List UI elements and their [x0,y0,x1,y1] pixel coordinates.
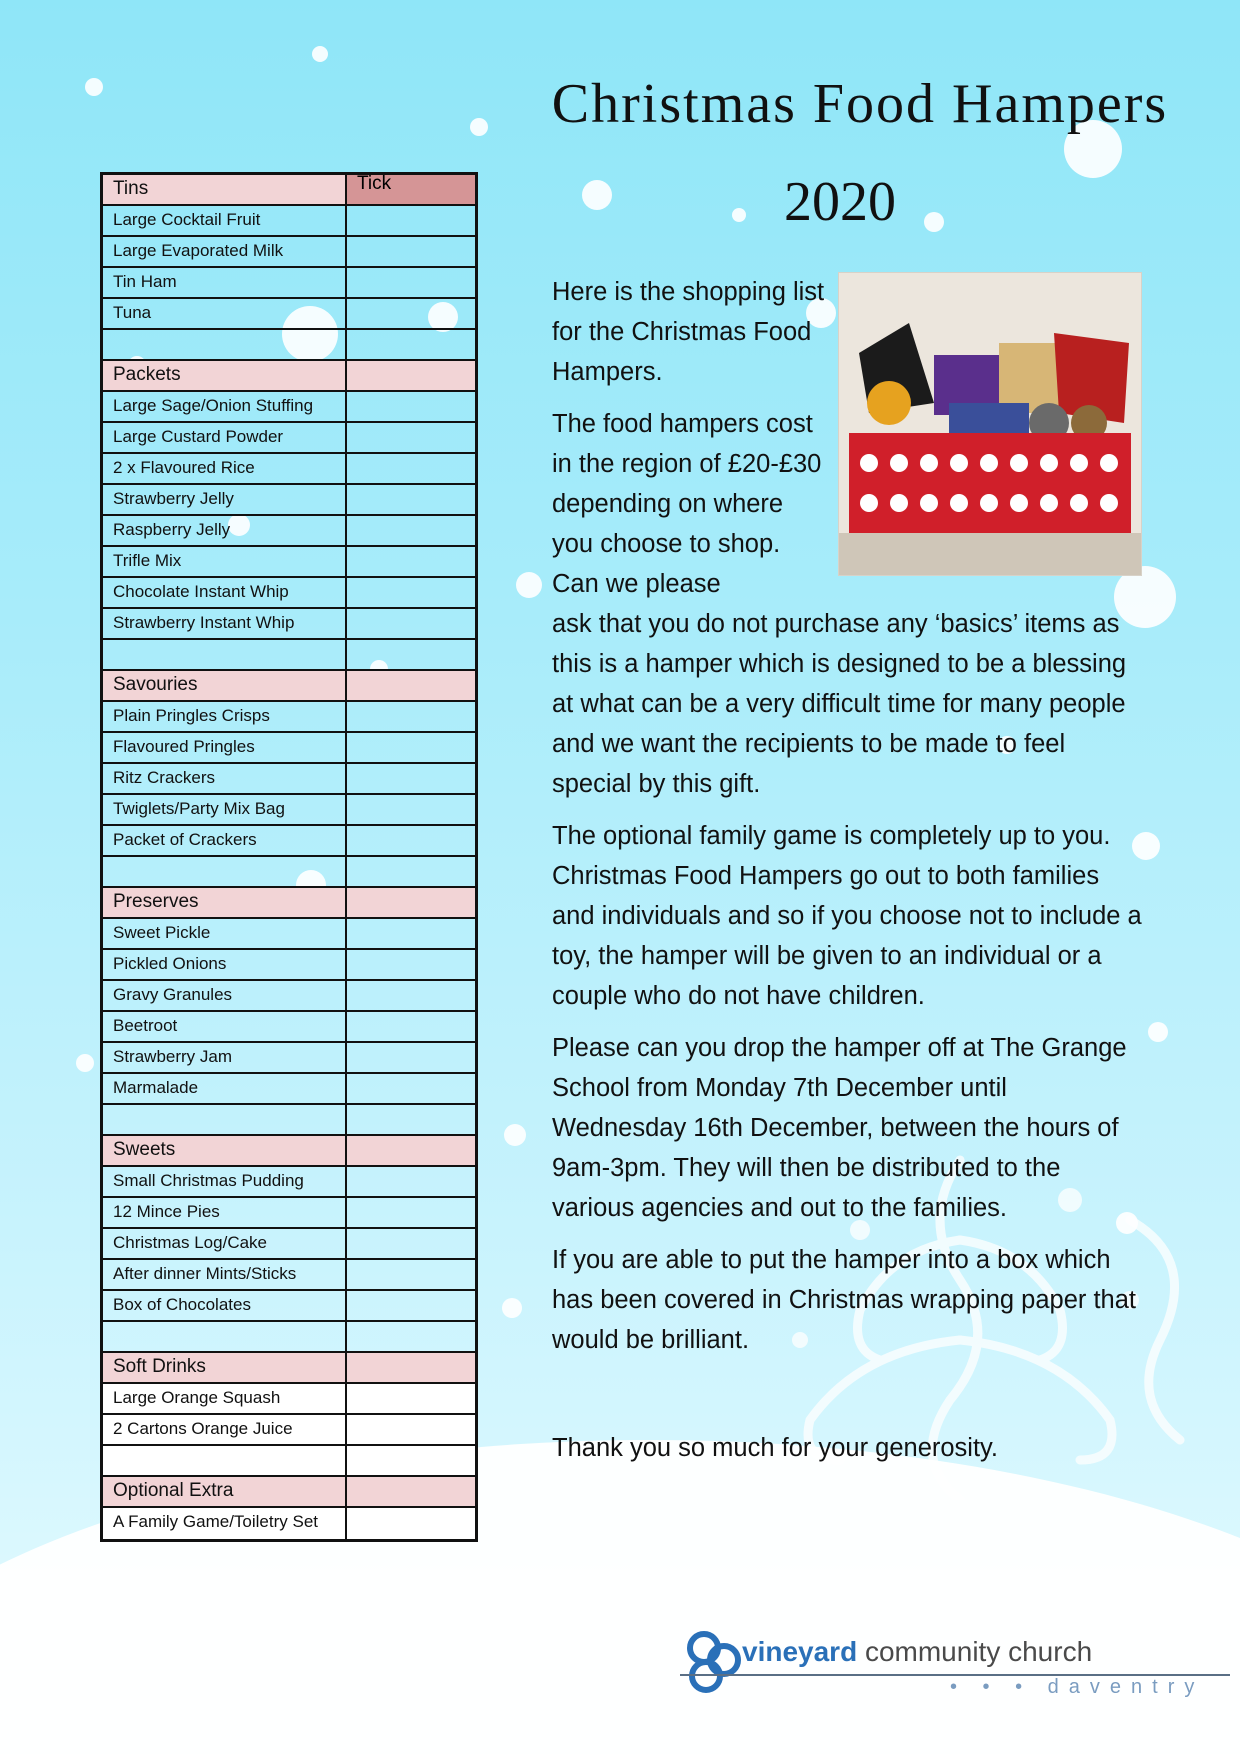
paragraph-basics: ask that you do not purchase any ‘basics’ items as this is a hamper which is designed to be a blessing at what can be a very difficult time for many people and we want the recipients to be made to feel special by this gift. [552,610,1127,798]
checklist-row [103,857,475,888]
item-name: Chocolate Instant Whip [103,578,347,607]
tick-box[interactable] [347,1291,475,1320]
tick-box[interactable] [347,1012,475,1041]
tick-box[interactable] [347,1105,475,1134]
tick-box[interactable] [347,1508,475,1539]
section-header-row [103,1353,475,1384]
section-header-row [103,1136,475,1167]
tick-box[interactable] [347,981,475,1010]
tick-box[interactable] [347,857,475,886]
snowflake [470,118,488,136]
logo-wordmark [742,1636,1092,1668]
item-name: Large Custard Powder [103,423,347,452]
checklist-row [103,1291,475,1322]
item-name: Gravy Granules [103,981,347,1010]
checklist-row [103,392,475,423]
tick-column-header: Tick [347,175,475,204]
item-name: Plain Pringles Crisps [103,702,347,731]
shopping-checklist-table [100,172,478,1542]
section-header-row [103,888,475,919]
section-name: Sweets [103,1136,347,1165]
section-tick-cell [347,1477,475,1506]
section-tick-cell [347,1353,475,1382]
checklist-row [103,330,475,361]
checklist-row [103,1260,475,1291]
checklist-row [103,919,475,950]
tick-box[interactable] [347,206,475,235]
checklist-row [103,1415,475,1446]
tick-box[interactable] [347,640,475,669]
tick-box[interactable] [347,950,475,979]
thank-you-line: Thank you so much for your generosity. [552,1434,998,1462]
section-name: Soft Drinks [103,1353,347,1382]
item-name: Sweet Pickle [103,919,347,948]
checklist-row [103,702,475,733]
item-name: Box of Chocolates [103,1291,347,1320]
tick-box[interactable] [347,268,475,297]
section-tick-cell [347,888,475,917]
checklist-row [103,1105,475,1136]
item-name: Packet of Crackers [103,826,347,855]
item-name [103,857,347,886]
snowflake [85,78,103,96]
section-header-row [103,1477,475,1508]
item-name: Flavoured Pringles [103,733,347,762]
item-name: Small Christmas Pudding [103,1167,347,1196]
tick-box[interactable] [347,795,475,824]
item-name: Large Sage/Onion Stuffing [103,392,347,421]
item-name: Beetroot [103,1012,347,1041]
section-name: Optional Extra [103,1477,347,1506]
item-name [103,1105,347,1134]
section-tick-cell [347,1136,475,1165]
item-name: Raspberry Jelly [103,516,347,545]
checklist-row [103,299,475,330]
snowflake [1148,1022,1168,1042]
item-name: A Family Game/Toiletry Set [103,1508,347,1539]
checklist-row [103,609,475,640]
item-name: Strawberry Instant Whip [103,609,347,638]
item-name: Large Cocktail Fruit [103,206,347,235]
item-name: Strawberry Jelly [103,485,347,514]
tick-box[interactable] [347,392,475,421]
section-name: Preserves [103,888,347,917]
page-title: Christmas Food Hampers [551,73,1169,135]
checklist-row [103,1508,475,1539]
checklist-row [103,454,475,485]
body-copy [552,272,1142,1372]
section-name: Packets [103,361,347,390]
checklist-row [103,268,475,299]
page-year: 2020 [784,171,896,233]
snowflake [504,1124,526,1146]
checklist-row [103,237,475,268]
tick-box[interactable] [347,1167,475,1196]
item-name [103,640,347,669]
checklist-row [103,1229,475,1260]
section-name: Tins [103,175,347,204]
tick-box[interactable] [347,454,475,483]
paragraph-wrapping: If you are able to put the hamper into a box which has been covered in Christmas wrapping paper that would be brilliant. [552,1246,1136,1354]
tick-box[interactable] [347,485,475,514]
logo-name-rest: community church [857,1636,1093,1667]
item-name: After dinner Mints/Sticks [103,1260,347,1289]
checklist-row [103,485,475,516]
item-name: Large Orange Squash [103,1384,347,1413]
item-name: Marmalade [103,1074,347,1103]
tick-box[interactable] [347,919,475,948]
tick-box[interactable] [347,1198,475,1227]
checklist-row [103,547,475,578]
item-name: 2 Cartons Orange Juice [103,1415,347,1444]
tick-box[interactable] [347,1384,475,1413]
item-name: Ritz Crackers [103,764,347,793]
tick-box[interactable] [347,1260,475,1289]
item-name: Twiglets/Party Mix Bag [103,795,347,824]
snowflake [76,1054,94,1072]
section-tick-cell [347,671,475,700]
checklist-row [103,516,475,547]
section-tick-cell [347,361,475,390]
checklist-row [103,206,475,237]
checklist-row [103,1012,475,1043]
tick-box[interactable] [347,1043,475,1072]
checklist-row [103,578,475,609]
item-name [103,330,347,359]
paragraph-family-game: The optional family game is completely up to you. Christmas Food Hampers go out to both families and individuals and so if you choose not to include a toy, the hamper will be given to an individual or a couple who do not have children. [552,822,1142,1010]
tick-box[interactable] [347,299,475,328]
item-name [103,1446,347,1475]
item-name [103,1322,347,1351]
tick-box[interactable] [347,826,475,855]
tick-box[interactable] [347,330,475,359]
checklist-row [103,764,475,795]
paragraph-drop-off: Please can you drop the hamper off at The Grange School from Monday 7th December until Wednesday 16th December, between the hours of 9am-3pm. They will then be distributed to the various agencies and out to the families. [552,1034,1127,1222]
checklist-row [103,826,475,857]
logo-name-bold: vineyard [742,1636,858,1667]
section-header-row [103,671,475,702]
paragraph-cost: The food hampers cost in the region of £20-£30 depending on where you choose to shop. Can we please [552,410,822,598]
checklist-row [103,733,475,764]
snowflake [502,1298,522,1318]
tick-box[interactable] [347,1415,475,1444]
tick-box[interactable] [347,1322,475,1351]
snowflake [516,572,542,598]
tick-box[interactable] [347,1446,475,1475]
item-name: 2 x Flavoured Rice [103,454,347,483]
tick-box[interactable] [347,423,475,452]
checklist-row [103,423,475,454]
item-name: Large Evaporated Milk [103,237,347,266]
checklist-row [103,795,475,826]
tick-box[interactable] [347,1074,475,1103]
item-name: Tin Ham [103,268,347,297]
tick-box[interactable] [347,733,475,762]
item-name: Tuna [103,299,347,328]
tick-box[interactable] [347,702,475,731]
vineyard-logo [680,1628,1240,1708]
checklist-row [103,1074,475,1105]
checklist-row [103,950,475,981]
logo-location: • • • daventry [950,1676,1205,1698]
checklist-row [103,1322,475,1353]
paragraph-intro: Here is the shopping list for the Christmas Food Hampers. [552,278,825,386]
checklist-row [103,1446,475,1477]
checklist-row [103,1198,475,1229]
item-name: Strawberry Jam [103,1043,347,1072]
tick-box[interactable] [347,764,475,793]
item-name: 12 Mince Pies [103,1198,347,1227]
section-header-row [103,361,475,392]
checklist-row [103,640,475,671]
section-name: Savouries [103,671,347,700]
item-name: Christmas Log/Cake [103,1229,347,1258]
checklist-row [103,1384,475,1415]
section-header-row [103,175,475,206]
tick-box[interactable] [347,547,475,576]
tick-box[interactable] [347,516,475,545]
grape-cluster-icon [684,1628,744,1698]
checklist-row [103,1167,475,1198]
tick-box[interactable] [347,1229,475,1258]
tick-box[interactable] [347,578,475,607]
item-name: Trifle Mix [103,547,347,576]
checklist-row [103,1043,475,1074]
item-name: Pickled Onions [103,950,347,979]
tick-box[interactable] [347,609,475,638]
tick-box[interactable] [347,237,475,266]
snowflake [312,46,328,62]
checklist-row [103,981,475,1012]
